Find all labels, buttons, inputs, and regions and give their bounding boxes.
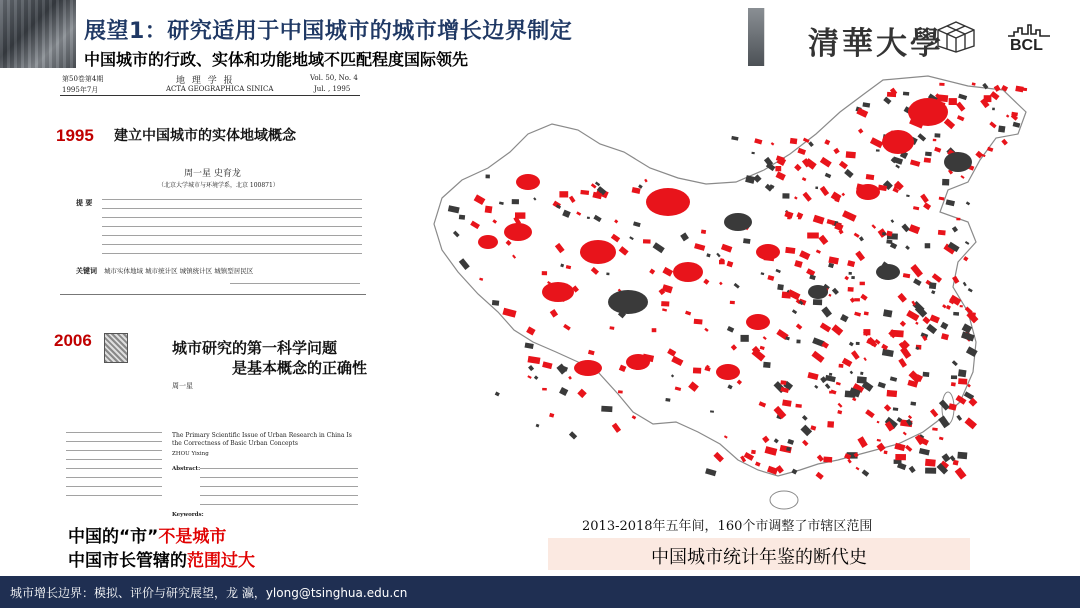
adjusted-district <box>848 287 854 292</box>
adjusted-region <box>908 98 948 126</box>
other-district <box>777 284 784 290</box>
adjusted-district <box>951 382 956 386</box>
adjusted-district <box>693 368 701 374</box>
adjusted-district <box>795 404 801 408</box>
adjusted-district <box>652 328 657 332</box>
paper-1995-title: 建立中国城市的实体地域概念 <box>114 128 296 144</box>
other-district <box>796 340 800 344</box>
adjusted-district <box>775 166 781 171</box>
note-1-text-a: 中国的 <box>68 527 119 547</box>
other-district <box>897 462 907 470</box>
other-district <box>525 343 534 349</box>
other-district <box>925 243 931 248</box>
adjusted-district <box>827 421 834 428</box>
adjusted-district <box>807 233 819 239</box>
header-photo-right <box>748 8 764 66</box>
year-1995: 1995 <box>56 126 94 145</box>
adjusted-district <box>542 361 552 369</box>
other-district <box>587 217 590 219</box>
paper-2006-en-abstract-label: Abstract: <box>172 466 201 472</box>
adjusted-district <box>964 417 977 429</box>
adjusted-district <box>932 428 938 431</box>
adjusted-district <box>754 138 762 144</box>
other-district <box>556 364 567 375</box>
adjusted-district <box>771 142 775 145</box>
adjusted-district <box>618 390 623 393</box>
paper-2006-en-author: ZHOU Yixing <box>172 451 209 457</box>
other-district <box>925 468 936 474</box>
adjusted-region <box>504 223 532 241</box>
other-district <box>934 133 940 137</box>
adjusted-district <box>864 311 869 315</box>
adjusted-district <box>894 443 905 451</box>
adjusted-district <box>785 247 795 254</box>
other-district <box>743 238 751 244</box>
adjusted-district <box>925 459 936 467</box>
other-district <box>883 309 892 317</box>
paper-1995-divider <box>60 294 366 295</box>
adjusted-district <box>816 472 824 480</box>
other-district <box>751 152 754 154</box>
adjusted-district <box>887 390 898 397</box>
adjusted-district <box>939 83 944 86</box>
other-district <box>849 272 852 275</box>
adjusted-district <box>643 239 651 243</box>
paper-1995-abstract-text <box>102 199 362 261</box>
adjusted-district <box>939 437 944 441</box>
other-district <box>815 187 818 190</box>
adjusted-district <box>694 319 703 325</box>
other-district <box>534 375 539 380</box>
map-banner-text: 中国城市统计年鉴的断代史 <box>651 547 867 568</box>
adjusted-district <box>713 452 724 463</box>
paper-2006-author: 周一星 <box>172 382 193 390</box>
adjusted-district <box>987 147 993 152</box>
adjusted-district <box>895 454 906 460</box>
adjusted-region <box>626 354 650 370</box>
other-district <box>829 373 832 376</box>
other-district <box>957 452 967 460</box>
other-district <box>851 276 855 279</box>
other-district <box>569 431 577 439</box>
paper-1995-affiliation: （北京大学城市与环境学系，北京 100871） <box>158 182 279 189</box>
other-district <box>536 424 540 428</box>
other-district <box>763 362 771 368</box>
adjusted-district <box>823 457 832 463</box>
adjusted-district <box>580 190 589 195</box>
paper-1995-keywords: 城市实体地域 城市统计区 城镇统计区 城镇型居民区 <box>104 267 254 275</box>
adjusted-region <box>756 244 780 260</box>
year-2006: 2006 <box>54 331 92 350</box>
adjusted-region <box>716 364 740 380</box>
other-district <box>705 468 716 476</box>
other-district <box>998 126 1005 133</box>
cube-logo-icon <box>936 20 976 54</box>
other-district <box>559 387 568 396</box>
adjusted-district <box>542 388 547 391</box>
adjusted-district <box>612 423 621 433</box>
adjusted-region <box>746 314 770 330</box>
other-district <box>929 282 937 289</box>
adjusted-region <box>580 240 616 264</box>
adjusted-district <box>968 398 977 407</box>
adjusted-district <box>847 459 851 464</box>
adjusted-district <box>559 191 568 197</box>
adjusted-district <box>780 380 786 385</box>
footer-text: 城市增长边界：模拟、评价与研究展望，龙 瀛，ylong@tsinghua.edu.cn <box>10 586 408 600</box>
other-district <box>486 175 490 179</box>
adjusted-district <box>960 305 963 307</box>
adjusted-district <box>956 218 960 221</box>
adjusted-district <box>485 206 493 214</box>
adjusted-district <box>798 217 801 219</box>
other-district <box>741 335 749 342</box>
other-district <box>953 312 959 316</box>
journal-name-en: ACTA GEOGRAPHICA SINICA <box>166 85 274 93</box>
note-2-highlight: 范围过大 <box>187 551 255 571</box>
paper-2006-cn-abstract <box>66 432 162 504</box>
other-region <box>944 152 972 172</box>
bcl-logo-text: BCL <box>1010 37 1043 54</box>
adjusted-district <box>938 230 946 235</box>
other-district <box>876 149 880 151</box>
other-district <box>856 342 860 345</box>
adjusted-district <box>701 230 706 234</box>
other-district <box>951 375 957 379</box>
other-district <box>992 108 995 111</box>
adjusted-district <box>568 376 572 380</box>
other-district <box>946 199 955 206</box>
other-district <box>813 299 822 305</box>
adjusted-district <box>730 301 735 305</box>
adjusted-district <box>542 271 547 275</box>
adjusted-district <box>972 82 976 85</box>
other-district <box>782 193 789 198</box>
adjusted-district <box>854 298 860 301</box>
china-city-adjustment-map <box>428 72 1048 512</box>
adjusted-district <box>577 389 586 398</box>
paper-2006-en-title: The Primary Scientific Issue of Urban Research in China Is the Correctness of Basic Urban Concepts <box>172 432 352 447</box>
other-district <box>492 300 499 306</box>
adjusted-district <box>949 98 957 105</box>
other-district <box>857 376 867 383</box>
other-district <box>963 282 967 287</box>
adjusted-district <box>860 282 865 286</box>
masthead-date: 1995年7月 <box>62 86 99 94</box>
adjusted-district <box>933 139 937 141</box>
other-district <box>966 201 970 205</box>
adjusted-district <box>958 378 967 384</box>
adjusted-region <box>646 188 690 216</box>
paper-2006-en-abstract-text <box>200 468 358 508</box>
tsinghua-logo: 清華大學 <box>808 26 944 62</box>
other-district <box>495 392 500 397</box>
other-district <box>710 410 714 412</box>
hainan-outline <box>770 491 798 509</box>
other-district <box>459 215 465 220</box>
journal-name-cn: 地 理 学 报 <box>176 76 235 86</box>
other-district <box>903 92 909 96</box>
map-banner <box>548 538 970 570</box>
author-portrait <box>104 333 128 363</box>
adjusted-region <box>478 235 498 249</box>
adjusted-district <box>855 467 859 471</box>
adjusted-region <box>673 262 703 282</box>
footer-bar <box>0 576 1080 608</box>
adjusted-district <box>839 364 844 368</box>
adjusted-district <box>905 445 912 452</box>
adjusted-district <box>1015 86 1024 93</box>
other-district <box>925 152 932 157</box>
other-district <box>968 288 973 292</box>
adjusted-district <box>719 260 725 265</box>
other-district <box>860 372 863 375</box>
adjusted-district <box>790 138 798 144</box>
note-1-text-b: “市” <box>119 527 159 547</box>
masthead-volume: 第50卷第4期 <box>62 75 104 83</box>
map-caption: 2013-2018年五年间，160个市调整了市辖区范围 <box>582 519 873 534</box>
slide-subtitle: 中国城市的行政、实体和功能地域不匹配程度国际领先 <box>84 50 469 69</box>
other-district <box>512 199 519 204</box>
other-district <box>909 466 916 473</box>
other-district <box>956 415 962 421</box>
paper-1995-footnote <box>230 283 360 285</box>
other-district <box>731 136 738 141</box>
other-district <box>862 470 870 477</box>
paper-1995-keywords-label: 关键词 <box>76 266 97 275</box>
adjusted-region <box>516 174 540 190</box>
adjusted-region <box>542 282 574 302</box>
note-line-1 <box>68 522 226 547</box>
paper-2006-title-line2: 是基本概念的正确性 <box>232 359 368 377</box>
other-district <box>601 406 612 412</box>
adjusted-district <box>661 301 669 306</box>
paper-1995-abstract-label: 提 要 <box>76 198 93 207</box>
adjusted-district <box>632 415 637 419</box>
slide-title: 展望1：研究适用于中国城市的城市增长边界制定 <box>84 19 573 44</box>
adjusted-district <box>963 256 968 261</box>
adjusted-district <box>1001 139 1008 146</box>
other-district <box>919 448 930 456</box>
other-district <box>923 372 930 377</box>
paper-1995-authors: 周一星 史育龙 <box>184 169 241 179</box>
masthead-vol-en: Vol. 50, No. 4 <box>310 74 358 82</box>
adjusted-district <box>955 467 967 479</box>
adjusted-region <box>574 360 602 376</box>
note-2-text: 中国市长管辖的 <box>68 551 187 571</box>
masthead-date-en: Jul. , 1995 <box>314 85 351 93</box>
paper-2006-title-line1: 城市研究的第一科学问题 <box>172 339 338 357</box>
note-1-highlight: 不是城市 <box>158 527 227 547</box>
adjusted-region <box>882 130 914 154</box>
other-region <box>724 213 752 231</box>
note-line-2 <box>68 546 255 571</box>
header-photo-left <box>0 0 76 68</box>
adjusted-district <box>953 460 959 466</box>
other-district <box>845 391 856 398</box>
adjusted-district <box>527 375 531 379</box>
other-district <box>958 369 967 377</box>
adjusted-district <box>527 356 540 364</box>
other-district <box>528 365 534 371</box>
masthead-rule <box>60 95 360 96</box>
other-region <box>808 285 828 299</box>
other-district <box>910 402 916 406</box>
other-district <box>893 407 898 411</box>
adjusted-district <box>846 151 856 158</box>
other-district <box>606 273 609 276</box>
adjusted-district <box>884 451 888 455</box>
adjusted-district <box>751 450 756 454</box>
paper-2006-en-keywords-label: Keywords: <box>172 512 204 518</box>
adjusted-region <box>856 184 880 200</box>
other-region <box>608 290 648 314</box>
adjusted-district <box>924 158 931 163</box>
other-district <box>665 398 670 402</box>
adjusted-district <box>549 413 554 418</box>
other-region <box>876 264 900 280</box>
other-district <box>942 179 949 186</box>
